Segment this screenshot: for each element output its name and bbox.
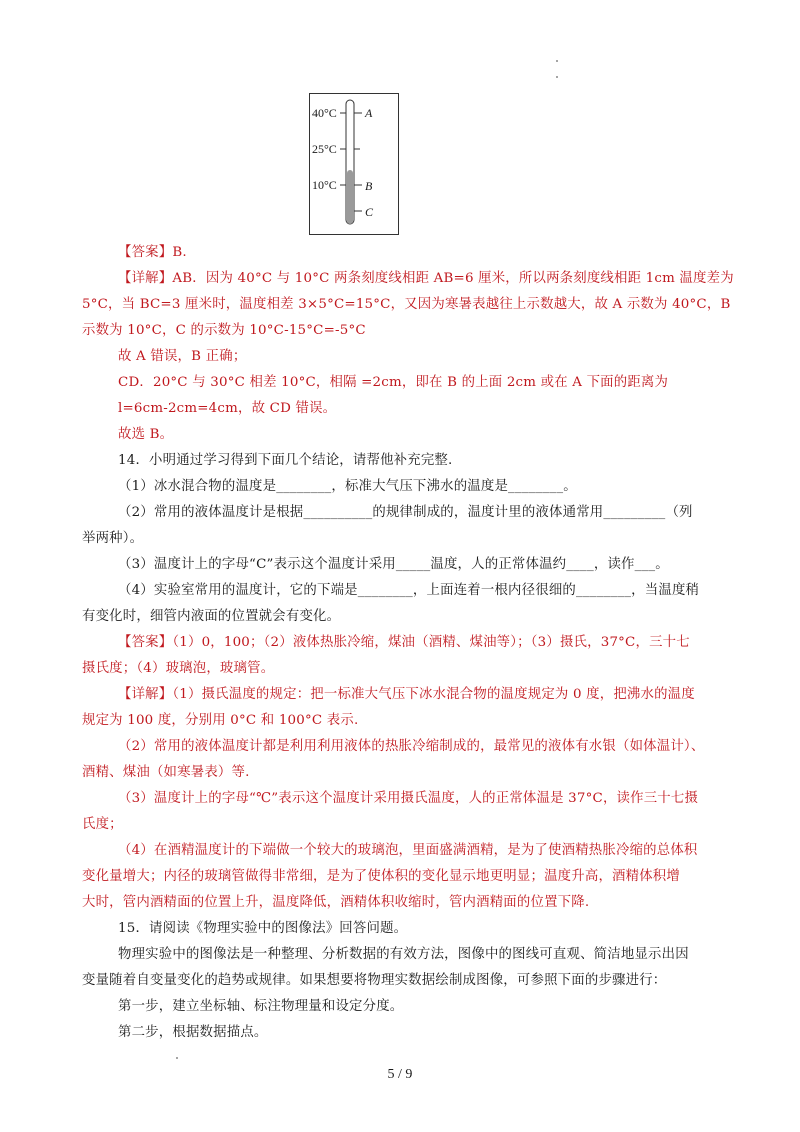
answer-line: 摄氏度；（4）玻璃泡，玻璃管。 <box>82 661 275 676</box>
explanation-line: 【详解】AB．因为 40°C 与 10°C 两条刻度线相距 AB=6 厘米，所以两条刻度线相距 1cm 温度差为 <box>118 271 734 286</box>
question-item: 举两种）。 <box>82 531 144 546</box>
explanation-line: 大时，管内酒精面的位置上升，温度降低，酒精体积收缩时，管内酒精面的位置下降. <box>82 895 590 910</box>
label-40: 40°C <box>312 106 337 120</box>
passage-line: 第一步，建立坐标轴、标注物理量和设定分度。 <box>118 999 404 1014</box>
explanation-line: 【详解】（1）摄氏温度的规定：把一标准大气压下冰水混合物的温度规定为 0 度，把沸水的温度 <box>118 687 695 702</box>
answer-line: 【答案】B. <box>118 245 187 260</box>
speck-mark <box>556 60 558 62</box>
passage-line: 变量随着自变量变化的趋势或规律。如果想要将物理实数据绘制成图像，可参照下面的步骤进行： <box>82 973 667 988</box>
explanation-line: l=6cm-2cm=4cm，故 CD 错误。 <box>118 401 337 416</box>
question-item: （2）常用的液体温度计是根据__________的规律制成的，温度计里的液体通常用_________（列 <box>118 505 693 520</box>
explanation-line: （2）常用的液体温度计都是利用利用液体的热胀冷缩制成的，最常见的液体有水银（如体温计）、 <box>118 739 705 754</box>
explanation-line: 5°C，当 BC=3 厘米时，温度相差 3×5°C=15°C，又因为寒暑表越往上示数越大，故 A 示数为 40°C，B <box>82 297 731 312</box>
speck-mark <box>176 1057 178 1059</box>
explanation-line: 故选 B。 <box>118 427 174 442</box>
question-title: 15．请阅读《物理实验中的图像法》回答问题。 <box>118 921 408 936</box>
explanation-line: 示数为 10°C，C 的示数为 10°C-15°C=-5°C <box>82 323 366 338</box>
question-item: （1）冰水混合物的温度是________，标准大气压下沸水的温度是________。 <box>118 479 577 494</box>
explanation-line: （4）在酒精温度计的下端做一个较大的玻璃泡，里面盛满酒精，是为了使酒精热胀冷缩的总体积 <box>118 843 698 858</box>
explanation-line: 酒精、煤油（如寒暑表）等. <box>82 765 250 780</box>
letter-b: B <box>365 179 373 193</box>
passage-line: 第二步，根据数据描点。 <box>118 1025 268 1040</box>
label-10: 10°C <box>312 178 337 192</box>
question-title: 14．小明通过学习得到下面几个结论，请帮他补充完整. <box>118 453 453 468</box>
explanation-line: 故 A 错误，B 正确； <box>118 349 247 364</box>
explanation-line: CD．20°C 与 30°C 相差 10°C，相隔 =2cm，即在 B 的上面 2cm 或在 A 下面的距离为 <box>118 375 669 390</box>
page-number: 5 / 9 <box>387 1067 413 1082</box>
question-item: （4）实验室常用的温度计，它的下端是________，上面连着一根内径很细的________，当温度稍 <box>118 583 700 598</box>
question-item: 有变化时，细管内液面的位置就会有变化。 <box>82 609 341 624</box>
label-25: 25°C <box>312 142 337 156</box>
letter-a: A <box>365 106 373 120</box>
explanation-line: 规定为 100 度，分别用 0°C 和 100°C 表示. <box>82 713 359 728</box>
explanation-line: （3）温度计上的字母“℃”表示这个温度计采用摄氏温度，人的正常体温是 37°C，读作三十七摄 <box>118 791 699 806</box>
thermometer-figure <box>309 93 399 235</box>
speck-mark <box>556 76 558 78</box>
letter-c: C <box>365 205 374 219</box>
thermometer-liquid <box>347 170 353 224</box>
question-item: （3）温度计上的字母“C”表示这个温度计采用_____温度，人的正常体温约____，读作___。 <box>118 557 669 572</box>
explanation-line: 变化量增大；内径的玻璃管做得非常细，是为了使体积的变化显示地更明显；温度升高，酒精体积增 <box>82 869 680 884</box>
answer-line: 【答案】（1）0，100；（2）液体热胀冷缩，煤油（酒精、煤油等）；（3）摄氏，37°C，三十七 <box>118 635 690 650</box>
passage-line: 物理实验中的图像法是一种整理、分析数据的有效方法，图像中的图线可直观、简洁地显示出因 <box>118 947 689 962</box>
explanation-line: 氏度； <box>82 817 123 832</box>
